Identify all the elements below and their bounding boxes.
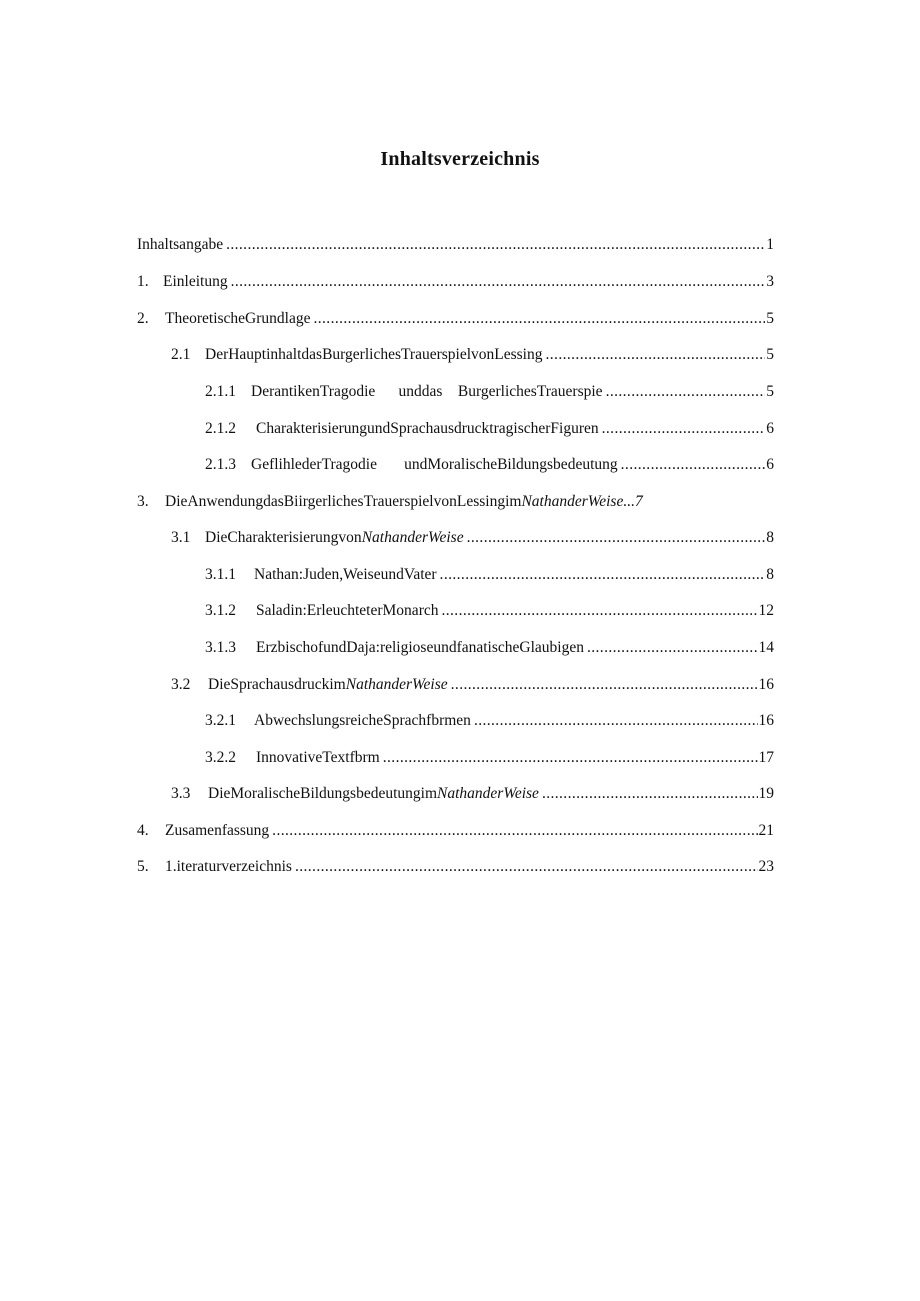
toc-entry-page: 5 bbox=[766, 346, 774, 363]
toc-leader-dots bbox=[226, 235, 765, 255]
toc-entry-page: 8 bbox=[766, 566, 774, 583]
toc-entry-page: 1 bbox=[766, 236, 774, 253]
toc-leader-dots bbox=[313, 309, 765, 329]
toc-entry-page: 6 bbox=[766, 456, 774, 473]
toc-leader-dots bbox=[546, 345, 766, 365]
toc-entry-text bbox=[208, 675, 448, 695]
toc-entry-page: 19 bbox=[758, 785, 774, 802]
toc-entry-number: 3. bbox=[137, 493, 149, 510]
toc-entry-text-italic: NathanderWeise bbox=[361, 529, 464, 546]
toc-entry-number: 3.1.3 bbox=[205, 639, 236, 656]
toc-entry-number: 3.1.1 bbox=[205, 566, 236, 583]
toc-entry-text: Saladin:ErleuchteterMonarch bbox=[256, 602, 439, 619]
toc-entry[interactable] bbox=[205, 382, 774, 402]
toc-entry-page: 21 bbox=[758, 822, 774, 839]
toc-leader-dots bbox=[621, 455, 766, 475]
toc-entry-number: 1. bbox=[137, 273, 149, 290]
toc-entry-number: 4. bbox=[137, 822, 149, 839]
toc-entry-text: Nathan:Juden,WeiseundVater bbox=[254, 566, 437, 583]
toc-entry[interactable] bbox=[137, 857, 774, 877]
toc-entry-text: Einleitung bbox=[163, 273, 228, 290]
toc-entry[interactable] bbox=[205, 455, 774, 475]
toc-entry[interactable] bbox=[137, 235, 774, 255]
toc-entry-number: 3.2 bbox=[171, 676, 191, 693]
toc-leader-dots bbox=[467, 528, 766, 548]
toc-entry[interactable] bbox=[205, 419, 774, 439]
toc-leader-dots bbox=[542, 784, 758, 804]
toc-entry[interactable] bbox=[171, 784, 774, 804]
toc-entry-page: 6 bbox=[766, 420, 774, 437]
toc-entry-number: 2.1.3 bbox=[205, 456, 236, 473]
toc-entry[interactable] bbox=[205, 638, 774, 658]
toc-entry[interactable] bbox=[171, 345, 774, 365]
toc-entry[interactable] bbox=[205, 711, 774, 731]
toc-leader-dots bbox=[440, 565, 766, 585]
toc-entry-page: 12 bbox=[758, 602, 774, 619]
toc-entry-page: 5 bbox=[766, 310, 774, 327]
toc-entry-text: ErzbischofundDaja:religioseundfanatischeGlaubigen bbox=[256, 639, 584, 656]
toc-entry-text: AbwechslungsreicheSprachfbrmen bbox=[254, 712, 471, 729]
toc-entry-number: 2.1.2 bbox=[205, 420, 236, 437]
toc-entry-page: 5 bbox=[766, 383, 774, 400]
toc-entry-text: GeflihlederTragodie undMoralischeBildungsbedeutung bbox=[251, 456, 618, 473]
toc-entry[interactable] bbox=[171, 675, 774, 695]
toc-entry-text-italic: NathanderWeise bbox=[345, 676, 448, 693]
toc-entry-text-plain: DieMoralischeBildungsbedeutungim bbox=[208, 785, 438, 802]
toc-entry-text: Zusamenfassung bbox=[165, 822, 270, 839]
toc-entry[interactable] bbox=[137, 821, 774, 841]
toc-entry-number: 2.1 bbox=[171, 346, 191, 363]
toc-leader-dots bbox=[451, 675, 758, 695]
toc-entry-text: InnovativeTextfbrm bbox=[256, 749, 380, 766]
toc-entry-text-italic: NathanderWeise bbox=[437, 785, 539, 802]
toc-entry-text: 1.iteraturverzeichnis bbox=[165, 858, 292, 875]
toc-entry-text-italic: NathanderWeise...7 bbox=[521, 493, 643, 510]
toc-entry-text: CharakterisierungundSprachausdrucktragischerFiguren bbox=[256, 420, 599, 437]
toc-leader-dots bbox=[602, 419, 766, 439]
toc-entry-number: 5. bbox=[137, 858, 149, 875]
page-title: Inhaltsverzeichnis bbox=[380, 148, 540, 170]
toc-entry-text bbox=[165, 492, 643, 512]
toc-entry[interactable] bbox=[137, 309, 774, 329]
toc-entry-text bbox=[205, 528, 464, 548]
toc-leader-dots bbox=[231, 272, 766, 292]
toc-leader-dots bbox=[295, 857, 758, 877]
toc-entry[interactable] bbox=[205, 565, 774, 585]
toc-entry-text-plain: DieCharakterisierungvon bbox=[205, 529, 362, 546]
toc-leader-dots bbox=[441, 601, 757, 621]
toc-leader-dots bbox=[606, 382, 766, 402]
toc-leader-dots bbox=[272, 821, 757, 841]
toc-entry[interactable] bbox=[137, 272, 774, 292]
toc-entry-number: 2. bbox=[137, 310, 149, 327]
toc-entry-text bbox=[208, 784, 539, 804]
toc-entry[interactable] bbox=[137, 492, 774, 512]
toc-entry-text: DerHauptinhaltdasBurgerlichesTrauerspielvonLessing bbox=[205, 346, 543, 363]
toc-entry[interactable] bbox=[205, 601, 774, 621]
toc-leader-dots bbox=[587, 638, 758, 658]
toc-entry-page: 3 bbox=[766, 273, 774, 290]
toc-entry-text: TheoretischeGrundlage bbox=[165, 310, 311, 327]
toc-entry-number: 2.1.1 bbox=[205, 383, 236, 400]
toc-entry-page: 16 bbox=[758, 676, 774, 693]
toc-entry-page: 17 bbox=[758, 749, 774, 766]
toc-entry-number: 3.1 bbox=[171, 529, 191, 546]
toc-entry-number: 3.1.2 bbox=[205, 602, 236, 619]
toc-entry-page: 14 bbox=[758, 639, 774, 656]
toc-entry-text: DerantikenTragodie unddas BurgerlichesTrauerspie bbox=[251, 383, 603, 400]
toc-entry[interactable] bbox=[205, 748, 774, 768]
toc-leader-dots bbox=[383, 748, 758, 768]
toc-entry-text-plain: DieSprachausdruckim bbox=[208, 676, 346, 693]
toc-leader-dots bbox=[474, 711, 758, 731]
toc-entry-text-plain: DieAnwendungdasBiirgerlichesTrauerspielvonLessingim bbox=[165, 493, 522, 510]
toc-entry-page: 16 bbox=[758, 712, 774, 729]
toc-entry[interactable] bbox=[171, 528, 774, 548]
toc-entry-page: 23 bbox=[758, 858, 774, 875]
toc-entry-number: 3.2.2 bbox=[205, 749, 236, 766]
toc-entry-number: 3.3 bbox=[171, 785, 191, 802]
toc-entry-number: 3.2.1 bbox=[205, 712, 236, 729]
toc-entry-page: 8 bbox=[766, 529, 774, 546]
toc-entry-text: Inhaltsangabe bbox=[137, 236, 224, 253]
